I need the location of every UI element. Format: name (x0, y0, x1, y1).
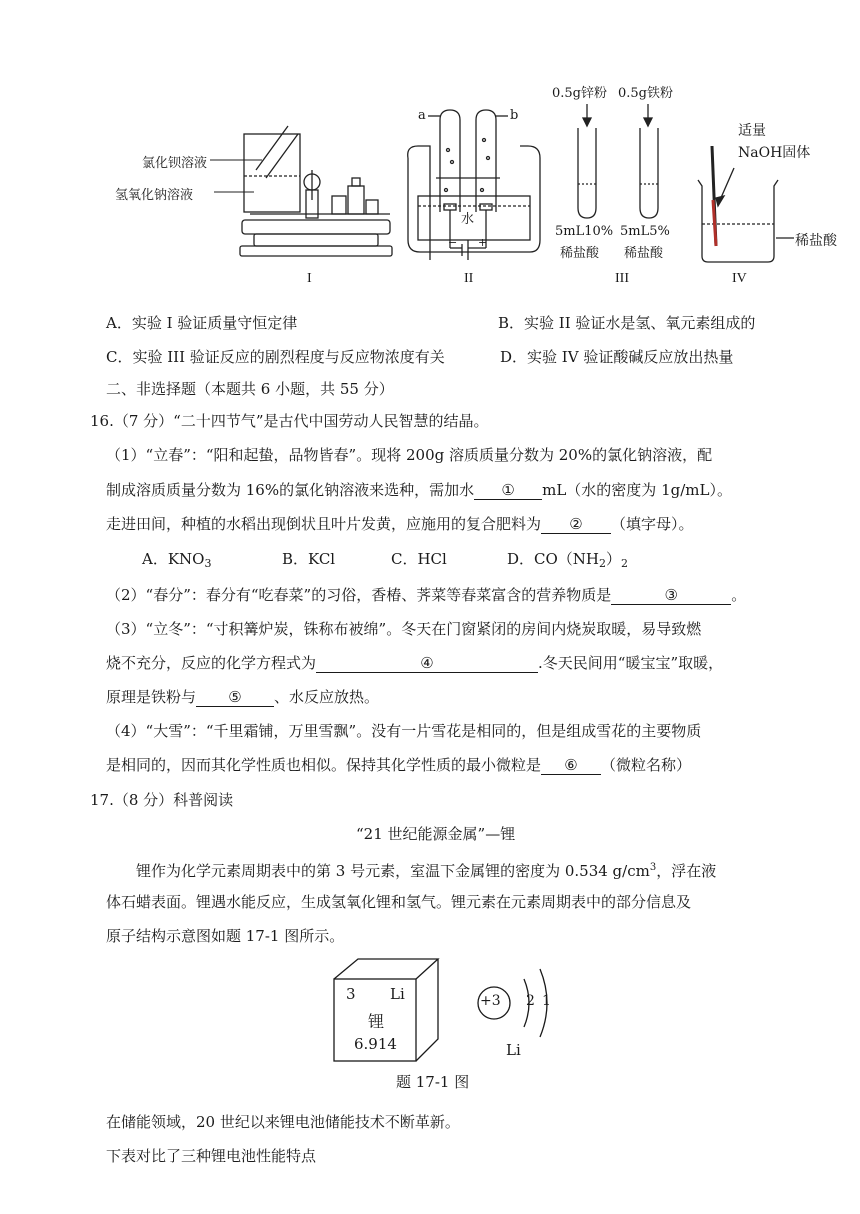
q16-p3l2-text: 烧不充分，反应的化学方程式为 (106, 654, 317, 672)
q17-p1l1-text: 锂作为化学元素周期表中的第 3 号元素，室温下金属锂的密度为 0.534 g/cm (136, 862, 650, 880)
numeral-1: I (307, 271, 312, 286)
q16-p3l3-text: 原理是铁粉与 (106, 688, 197, 706)
option-d: D．实验 IV 验证酸碱反应放出热量 (500, 348, 734, 366)
q16-part3-line1: （3）“立冬”：“寸积篝炉炭，铢称布被绵”。冬天在门窗紧闭的房间内烧炭取暖，易导致燃 (106, 620, 702, 638)
q17-para3: 下表对比了三种锂电池性能特点 (106, 1147, 317, 1165)
q16-p3l2-tail: .冬天民间用“暖宝宝”取暖， (538, 654, 724, 672)
element-symbol: Li (390, 985, 405, 1003)
choice-a (142, 548, 211, 575)
choice-b: B．KCl (282, 550, 336, 568)
q17-heading: 17.（8 分）科普阅读 (90, 791, 234, 809)
label-plus: + (478, 236, 488, 249)
choice-a-text: A．KNO (142, 550, 205, 568)
label-water: 水 (461, 212, 475, 227)
choice-d-end: ） (606, 550, 622, 568)
q16-part3-line2 (106, 652, 723, 674)
q16-part1-line3 (106, 513, 694, 535)
choice-d-sub1: 2 (599, 557, 607, 570)
answer-blank-2[interactable]: ② (541, 515, 611, 534)
choice-c: C．HCl (391, 550, 447, 568)
choice-d (507, 548, 628, 575)
label-acid2-name: 稀盐酸 (624, 246, 664, 261)
label-barium-chloride: 氯化钡溶液 (142, 156, 208, 171)
choice-d-sub2: 2 (621, 557, 629, 570)
experiment-figure (0, 0, 860, 300)
numeral-4: IV (732, 271, 747, 286)
label-naoh-solid: NaOH固体 (738, 145, 811, 161)
label-minus: − (448, 236, 458, 249)
choice-a-subscript: 3 (204, 557, 212, 570)
q16-p4l2-text: 是相同的，因而其化学性质也相似。保持其化学性质的最小微粒是 (106, 756, 542, 774)
q16-part3-line3 (106, 686, 379, 708)
q16-part4-line2 (106, 754, 691, 776)
figure-caption: 题 17-1 图 (396, 1073, 470, 1091)
q17-p1l1-sup: 3 (649, 862, 657, 873)
shell-2-electrons: 1 (542, 993, 551, 1009)
option-b: B．实验 II 验证水是氢、氧元素组成的 (498, 314, 756, 332)
answer-blank-4[interactable]: ④ (316, 654, 538, 673)
q16-p3l3-tail: 、水反应放热。 (274, 688, 380, 706)
q16-part1-line2 (106, 479, 732, 501)
experiment-drawings (0, 0, 860, 300)
label-a: a (418, 108, 426, 123)
q16-p1l2-text: 制成溶质质量分数为 16%的氯化钠溶液来选种，需加水 (106, 481, 475, 499)
atom-symbol: Li (506, 1041, 521, 1059)
label-dilute-hcl: 稀盐酸 (795, 233, 837, 249)
section-heading: 二、非选择题（本题共 6 小题，共 55 分） (106, 380, 394, 398)
label-b: b (510, 108, 519, 123)
choice-d-text: D．CO（NH (507, 550, 600, 568)
article-title: “21 世纪能源金属”—锂 (356, 825, 516, 843)
option-a: A．实验 I 验证质量守恒定律 (106, 314, 298, 332)
atomic-mass: 6.914 (354, 1035, 397, 1053)
q16-part4-line1: （4）“大雪”：“千里霜铺，万里雪飘”。没有一片雪花是相同的，但是组成雪花的主要物质 (106, 722, 702, 740)
answer-blank-5[interactable]: ⑤ (196, 688, 274, 707)
answer-blank-6[interactable]: ⑥ (541, 756, 601, 775)
label-zinc-powder: 0.5g锌粉 (552, 86, 607, 101)
q17-para1-line1 (136, 857, 716, 882)
q16-heading: 16.（7 分）“二十四节气”是古代中国劳动人民智慧的结晶。 (90, 412, 489, 430)
test-tubes-apparatus (578, 104, 658, 218)
atomic-number: 3 (346, 985, 356, 1003)
answer-blank-3[interactable]: ③ (611, 586, 731, 605)
q16-part1-line1: （1）“立春”：“阳和起蛰，品物皆春”。现将 200g 溶质质量分数为 20%的氯化钠溶液，配 (106, 446, 713, 464)
q17-para2: 在储能领域，20 世纪以来锂电池储能技术不断革新。 (106, 1113, 460, 1131)
q16-p2-text: （2）“春分”：春分有“吃春菜”的习俗，香椿、荠菜等春菜富含的营养物质是 (106, 586, 612, 604)
q16-p4l2-tail: （微粒名称） (601, 756, 692, 774)
shell-1-electrons: 2 (526, 993, 535, 1009)
q17-para1-line2: 体石蜡表面。锂遇水能反应，生成氢氧化锂和氢气。锂元素在元素周期表中的部分信息及 (106, 893, 692, 911)
q16-p1l3-tail: （填字母）。 (611, 515, 694, 533)
label-acid1-name: 稀盐酸 (560, 246, 600, 261)
q16-p1l2-tail: mL（水的密度为 1g/mL）。 (542, 481, 732, 499)
numeral-3: III (615, 271, 629, 286)
label-iron-powder: 0.5g铁粉 (618, 86, 673, 101)
atomic-structure-figure (470, 965, 570, 1065)
q16-p1l3-text: 走进田间，种植的水稻出现倒状且叶片发黄，应施用的复合肥料为 (106, 515, 542, 533)
electrolysis-apparatus (408, 110, 540, 260)
balance-apparatus (240, 126, 392, 256)
option-c: C．实验 III 验证反应的剧烈程度与反应物浓度有关 (106, 348, 445, 366)
q17-p1l1-tail: ，浮在液 (656, 862, 717, 880)
element-name: 锂 (368, 1012, 385, 1031)
numeral-2: II (464, 271, 474, 286)
label-acid2-conc: 5mL5% (620, 224, 670, 239)
q16-part2 (106, 584, 746, 606)
answer-blank-1[interactable]: ① (474, 481, 542, 500)
label-sodium-hydroxide: 氢氧化钠溶液 (115, 188, 194, 203)
label-appropriate: 适量 (738, 123, 766, 139)
label-acid1-conc: 5mL10% (555, 224, 614, 239)
beaker-apparatus (698, 146, 794, 262)
nucleus-charge: +3 (480, 993, 501, 1009)
q17-para1-line3: 原子结构示意图如题 17-1 图所示。 (106, 927, 345, 945)
q16-p2-tail: 。 (731, 586, 747, 604)
element-cell-figure (330, 955, 450, 1065)
